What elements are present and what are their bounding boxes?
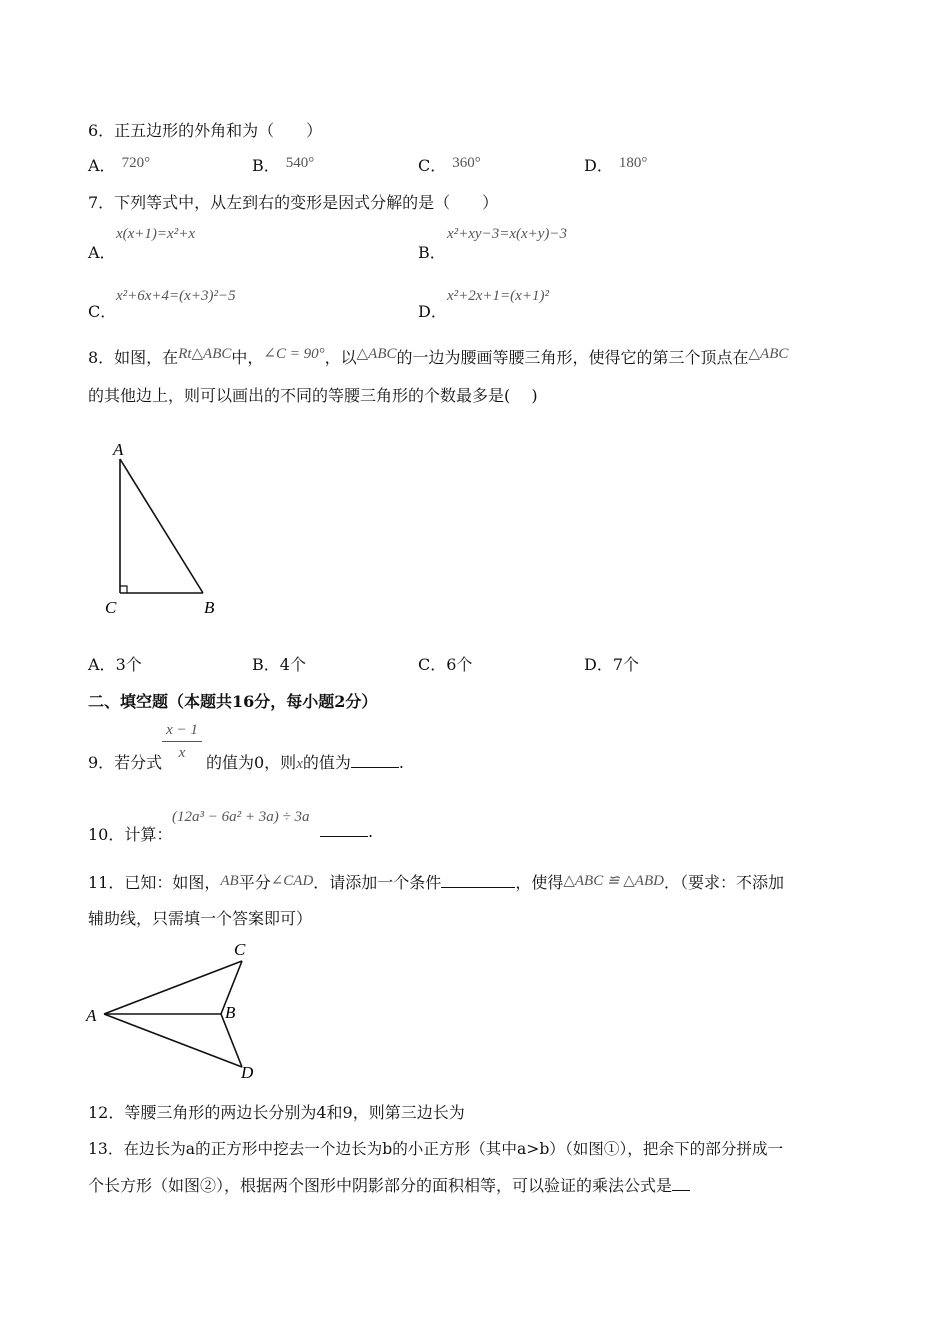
q6-option-d[interactable]: D． 180° [584,155,648,175]
fraction-denominator: x [178,745,186,761]
vertex-b-label: B [225,1003,236,1022]
q8-line2: 的其他边上，则可以画出的不同的等腰三角形的个数最多是( ) [88,386,538,405]
segment-ad [104,1014,242,1067]
q10-expression: (12a³ − 6a² + 3a) ÷ 3a [172,809,310,825]
q7-option-d-formula: x²+2x+1=(x+1)² [447,288,549,304]
q8-line1: 8．如图，在Rt△ABC中，∠C = 90°，以△ABC的一边为腰画等腰三角形，使得它的第三个顶点在△ABC [88,346,789,367]
vertex-b-label: B [204,598,215,617]
q10-prefix: 10．计算： [88,825,173,844]
q7-option-d-label[interactable]: D． [418,302,447,321]
answer-blank[interactable] [672,1176,690,1191]
q10-answer: . [320,822,373,841]
q13-line2: 个长方形（如图②），根据两个图形中阴影部分的面积相等，可以验证的乘法公式是 [88,1173,690,1196]
q7-option-b-label[interactable]: B． [418,243,446,262]
q11-figure-kite [80,935,280,1085]
q7-option-c-formula: x²+6x+4=(x+3)²−5 [116,288,236,304]
q7-option-c-label[interactable]: C． [88,302,117,321]
side-ab [120,459,203,593]
fraction-numerator: x − 1 [162,722,202,742]
q13-line1: 13．在边长为a的正方形中挖去一个边长为b的小正方形（其中a>b）（如图①），把余下的部分拼成一 [88,1140,784,1158]
vertex-a-label: A [113,440,124,459]
q7-option-a-label[interactable]: A． [88,243,116,262]
q6-option-c[interactable]: C． 360° [418,155,481,175]
q7-option-a-formula: x(x+1)=x²+x [116,226,195,242]
answer-blank[interactable] [320,822,368,837]
q9-rest: 的值为0，则x的值为 . [206,753,404,772]
q11-line1: 11．已知：如图，AB平分∠CAD．请添加一个条件 ，使得△ABC ≌ △ABD．（要求：不添加 [88,873,784,892]
q8-option-a[interactable]: A．3个 [88,655,142,674]
vertex-a-label: A [86,1006,97,1025]
answer-blank[interactable] [441,873,515,888]
segment-ac [104,961,242,1014]
q6-option-b[interactable]: B． 540° [252,155,315,175]
vertex-c-label: C [234,940,246,959]
q6-stem: 6．正五边形的外角和为（ ） [88,121,323,140]
q9-prefix: 9．若分式 [88,753,163,772]
vertex-c-label: C [105,598,117,617]
q9-fraction [162,722,202,762]
vertex-d-label: D [241,1063,254,1082]
q6-option-a[interactable]: A． 720° [88,155,151,175]
q8-figure-right-triangle [100,435,230,620]
q8-option-b[interactable]: B．4个 [252,655,306,674]
q7-option-b-formula: x²+xy−3=x(x+y)−3 [447,226,568,242]
section-title: 二、填空题（本题共16分，每小题2分） [88,692,378,711]
answer-blank[interactable] [351,753,399,768]
q12-text: 12．等腰三角形的两边长分别为4和9，则第三边长为 [88,1103,465,1122]
q11-line2: 辅助线，只需填一个答案即可） [88,909,313,928]
q7-stem: 7．下列等式中，从左到右的变形是因式分解的是（ ） [88,193,499,212]
q8-option-d[interactable]: D．7个 [584,655,640,674]
right-angle-mark [120,586,127,593]
q8-option-c[interactable]: C．6个 [418,655,473,674]
